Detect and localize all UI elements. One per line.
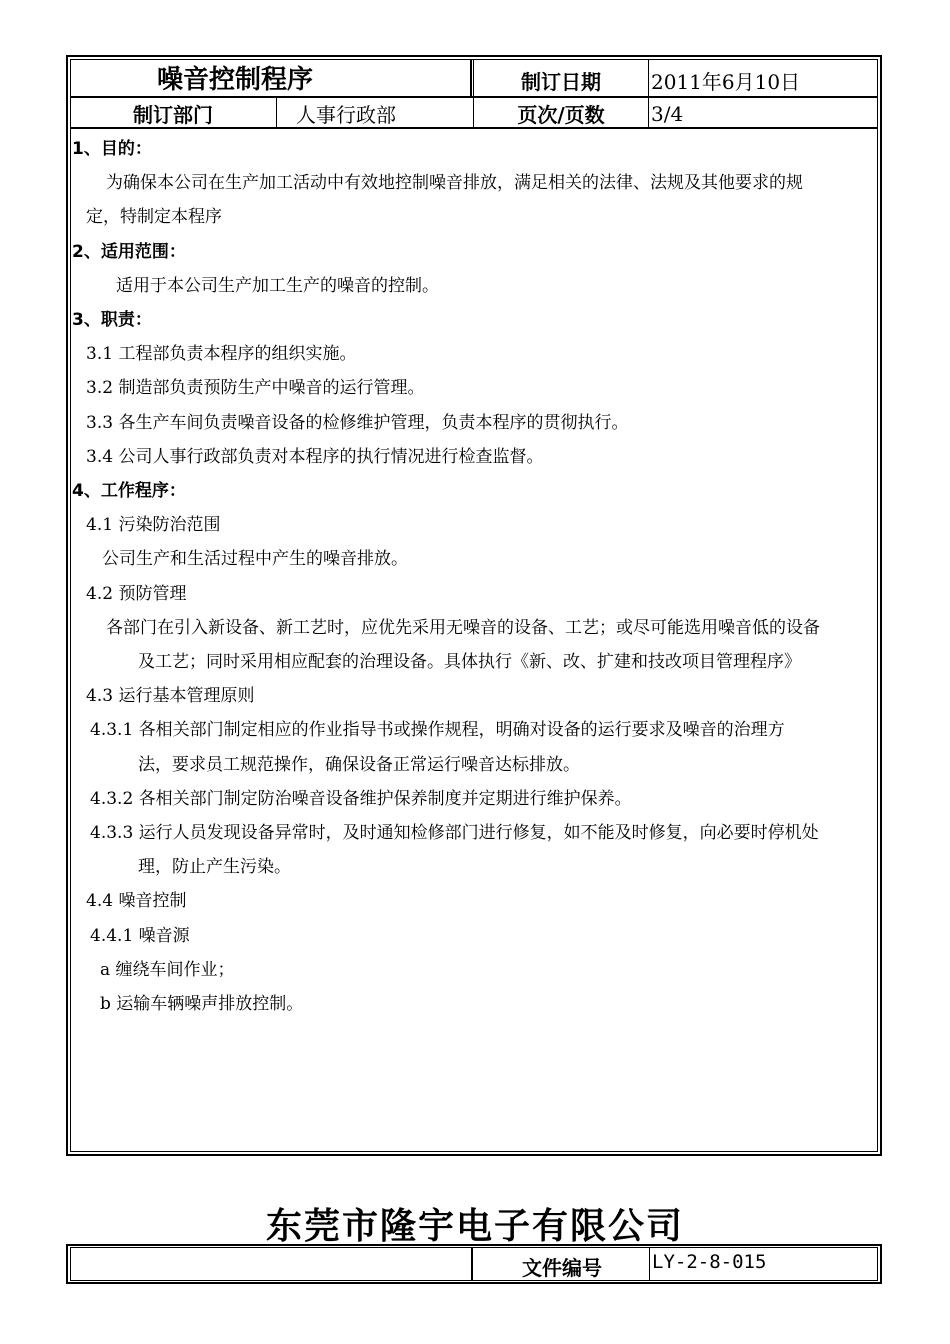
body-line: 4.2 预防管理	[86, 583, 187, 604]
body-line: 为确保本公司在生产加工活动中有效地控制噪音排放，满足相关的法律、法规及其他要求的规	[106, 173, 803, 194]
body-line: 法，要求员工规范操作，确保设备正常运行噪音达标排放。	[138, 754, 580, 775]
body-line: 4.3.1 各相关部门制定相应的作业指导书或操作规程，明确对设备的运行要求及噪音的治理方	[90, 720, 785, 741]
body-line: 4.1 污染防治范围	[86, 515, 221, 536]
header-col-divider	[276, 96, 277, 129]
company-name: 东莞市隆宇电子有限公司	[265, 1206, 684, 1247]
body-line: 定，特制定本程序	[86, 207, 222, 228]
body-line: 及工艺；同时采用相应配套的治理设备。具体执行《新、改、扩建和技改项目管理程序》	[138, 652, 801, 672]
body-line: b 运输车辆噪声排放控制。	[100, 994, 304, 1014]
body-line: 各部门在引入新设备、新工艺时，应优先采用无噪音的设备、工艺；或尽可能选用噪音低的设备	[106, 617, 820, 638]
body-line: 理，防止产生污染。	[138, 857, 291, 878]
body-line: 3.3 各生产车间负责噪音设备的检修维护管理，负责本程序的贯彻执行。	[86, 412, 629, 433]
body-line: a 缠绕车间作业；	[100, 959, 235, 980]
body-line: 3.2 制造部负责预防生产中噪音的运行管理。	[86, 378, 425, 399]
dept-label: 制订部门	[133, 103, 213, 127]
footer-table	[70, 1247, 878, 1281]
body-line: 4.4.1 噪音源	[90, 925, 190, 946]
section-heading: 4、工作程序：	[72, 481, 186, 501]
document-title: 噪音控制程序	[156, 65, 313, 95]
page-label: 页次/页数	[517, 103, 605, 127]
date-value: 2011年6月10日	[651, 69, 801, 94]
doc-number-label: 文件编号	[522, 1255, 602, 1280]
body-line: 3.1 工程部负责本程序的组织实施。	[86, 344, 357, 365]
section-heading: 2、适用范围：	[72, 241, 186, 262]
doc-number-value: LY-2-8-015	[652, 1251, 767, 1273]
section-heading: 1、目的：	[72, 139, 152, 159]
body-line: 4.3.3 运行人员发现设备异常时，及时通知检修部门进行修复，如不能及时修复，向必要时停机处	[90, 823, 819, 843]
body-line: 4.3 运行基本管理原则	[86, 686, 255, 707]
dept-value: 人事行政部	[296, 103, 396, 127]
header-table	[70, 59, 878, 129]
body-line: 4.3.2 各相关部门制定防治噪音设备维护保养制度并定期进行维护保养。	[90, 788, 632, 809]
footer-col-divider	[649, 1248, 650, 1280]
body-line: 3.4 公司人事行政部负责对本程序的执行情况进行检查监督。	[86, 446, 544, 467]
date-label: 制订日期	[521, 69, 601, 94]
header-col-divider	[648, 59, 649, 129]
body-line: 适用于本公司生产加工生产的噪音的控制。	[116, 275, 439, 296]
header-col-divider	[470, 59, 472, 96]
footer-col-divider	[471, 1248, 473, 1280]
body-line: 公司生产和生活过程中产生的噪音排放。	[102, 549, 408, 570]
page-value: 3/4	[651, 101, 684, 126]
section-heading: 3、职责：	[72, 310, 152, 330]
body-line: 4.4 噪音控制	[86, 891, 187, 912]
